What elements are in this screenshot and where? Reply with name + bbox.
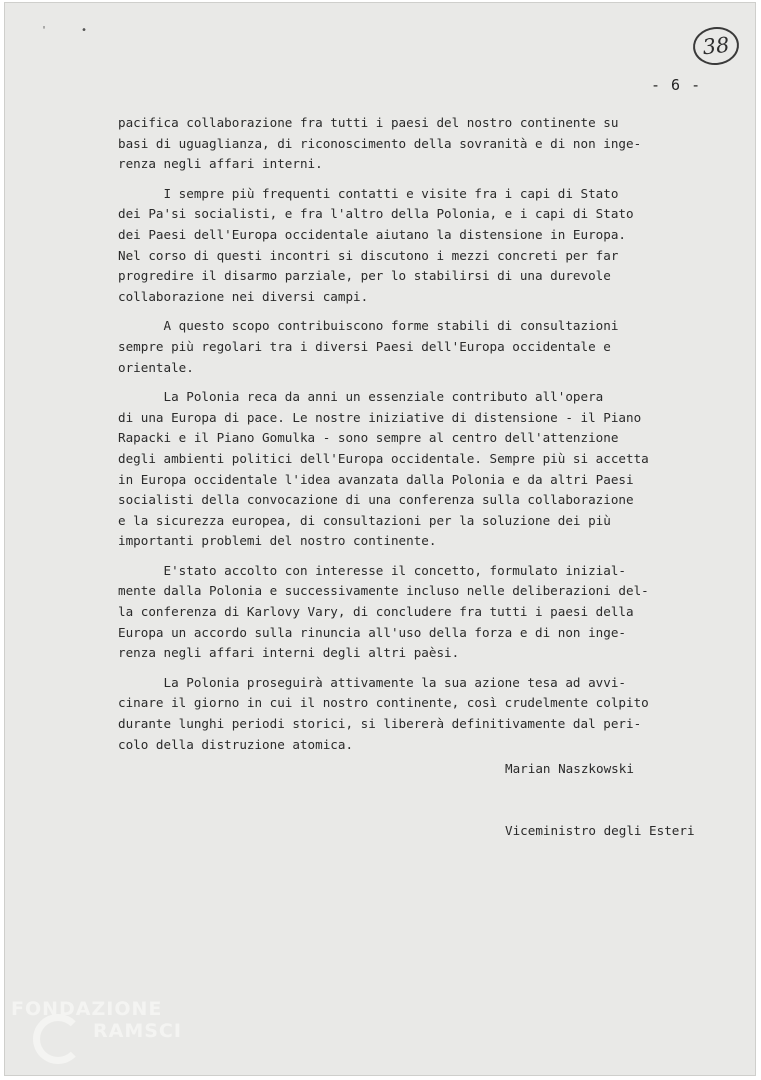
text-line: e la sicurezza europea, di consultazioni per la soluzione dei più [118,512,611,528]
text-line: La Polonia proseguirà attivamente la sua azione tesa ad avvi- [118,674,626,690]
paragraph-gap [118,175,756,184]
text-line: A questo scopo contribuiscono forme stabili di consultazioni [118,318,619,334]
fondazione-gramsci-watermark [11,998,211,1076]
scan-speck: ' [41,25,48,36]
page-number: - 6 - [651,76,702,94]
text-line: Rapacki e il Piano Gomulka - sono sempre al centro dell'attenzione [118,430,619,446]
text-line: E'stato accolto con interesse il concetto, formulato inizial- [118,562,626,578]
signatory-title: Viceministro degli Esteri [505,822,695,838]
text-line: importanti problemi del nostro continente. [118,533,437,549]
text-line: cinare il giorno in cui il nostro continente, così crudelmente colpito [118,695,649,711]
text-line: la conferenza di Karlovy Vary, di concludere fra tutti i paesi della [118,604,634,620]
text-line: basi di uguaglianza, di riconoscimento della sovranità e di non inge- [118,135,642,151]
watermark-line1: FONDAZIONE [11,998,163,1020]
text-line: mente dalla Polonia e successivamente incluso nelle deliberazioni del- [118,583,649,599]
text-line: progredire il disarmo parziale, per lo stabilirsi di una durevole [118,268,611,284]
text-line: colo della distruzione atomica. [118,736,354,752]
watermark-line2: RAMSCI [93,1020,182,1042]
signatory-name: Marian Naszkowski [505,761,634,777]
text-line: dei Pa'si socialisti, e fra l'altro della Polonia, e i capi di Stato [118,206,634,222]
text-line: collaborazione nei diversi campi. [118,288,369,304]
text-line: renza negli affari interni degli altri paèsi. [118,645,460,661]
paragraph-gap [118,307,756,316]
text-line: in Europa occidentale l'idea avanzata dalla Polonia e da altri Paesi [118,471,634,487]
text-line: degli ambienti politici dell'Europa occidentale. Sempre più si accetta [118,450,649,466]
text-line: renza negli affari interni. [118,156,323,172]
text-line: I sempre più frequenti contatti e visite fra i capi di Stato [118,185,619,201]
signature-block [505,718,695,883]
paragraph-gap [118,664,756,673]
document-page [4,2,756,1076]
text-line: pacifica collaborazione fra tutti i paesi del nostro continente su [118,115,619,130]
text-line: orientale. [118,359,194,375]
archive-page-stamp [691,25,741,68]
letter-body [118,113,756,755]
text-line: sempre più regolari tra i diversi Paesi dell'Europa occidentale e [118,338,611,354]
text-line: Nel corso di questi incontri si discutono i mezzi concreti per far [118,247,619,263]
scan-speck: • [81,25,88,36]
paragraph-gap [118,552,756,561]
text-line: durante lunghi periodi storici, si libererà definitivamente dal peri- [118,716,642,732]
watermark-g-logo [33,1014,83,1064]
archive-number: 38 [701,32,731,60]
paragraph-gap [118,378,756,387]
text-line: La Polonia reca da anni un essenziale contributo all'opera [118,389,604,405]
text-line: Europa un accordo sulla rinuncia all'uso della forza e di non inge- [118,624,626,640]
text-line: socialisti della convocazione di una conferenza sulla collaborazione [118,492,634,508]
text-line: dei Paesi dell'Europa occidentale aiutano la distensione in Europa. [118,226,626,242]
text-line: di una Europa di pace. Le nostre iniziative di distensione - il Piano [118,409,642,425]
